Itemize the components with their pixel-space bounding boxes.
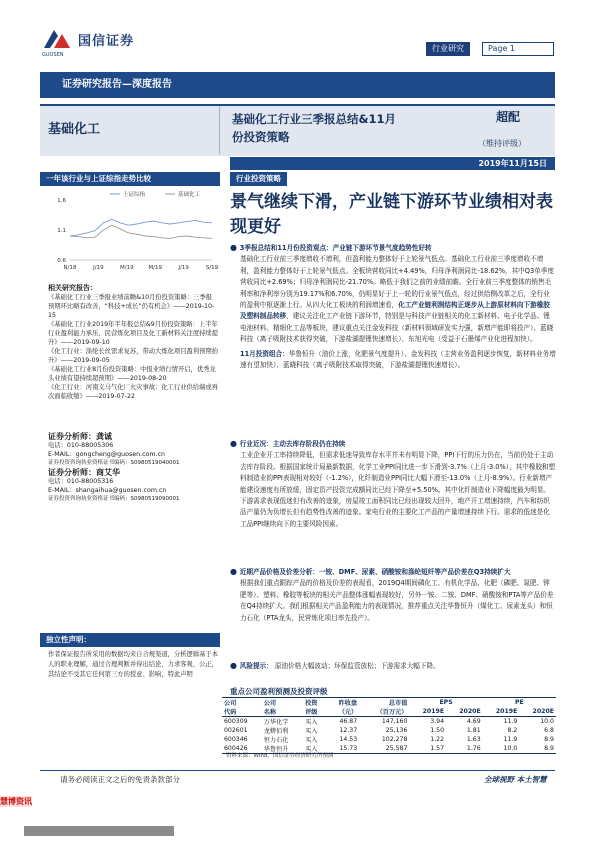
- table-cell: 1.63: [466, 736, 481, 743]
- risk-title: 风险提示：: [239, 662, 273, 670]
- table-cell: 8.9: [519, 744, 556, 754]
- table-source: 资料来源：Wind，国信证券经济研究所预测: [226, 753, 334, 759]
- table-row: [222, 735, 556, 744]
- redaction-blot: [24, 826, 174, 836]
- rating: 超配: [496, 110, 521, 124]
- table-cell: 1.57: [409, 744, 446, 754]
- analyst1-cert: 证券投资咨询执业资格证书编码：S0980519040001: [48, 460, 180, 466]
- page-label: Page 1: [482, 42, 554, 56]
- section3-text: 根据我们重点跟踪产品的价格及价差的表现看，2019Q4期间磷化工、有机化学品、化肥（磷肥、氮肥、钾肥等）、塑料、橡胶等板块的相关产品整体涨幅表现较好，另外一铵、二铵、DMF、硝酸铵和PTA等产品价差在Q4持续扩大。我们根据相关产品盈利能力的表现情况，推荐重点关注华鲁恒升（煤化工、尿素龙头）和恒力石化（PTA龙头，民营炼化项目率先投产）。: [240, 579, 554, 622]
- col-head: 公司: [222, 698, 262, 708]
- table-cell: 6.8: [544, 727, 554, 734]
- y-tick-label: 1.6: [57, 198, 66, 204]
- related-item[interactable]: 《基础化工行业三季报业绩前瞻&10月份投资策略：三季报预期环比略有改善，“科技+成长”仍有机会》——2019-10-15: [48, 294, 215, 319]
- report-date: 2019年11月15日: [230, 157, 555, 170]
- col-head-pe: PE: [483, 698, 556, 708]
- table-cell: 25,587: [359, 744, 409, 754]
- analyst1-email[interactable]: E-MAIL：gongcheng@guosen.com.cn: [48, 451, 165, 458]
- watermark-overlay: 慧博资讯: [0, 797, 32, 806]
- section1-emphasis: 化工产业链利润结构正逐步从上游原材料向下游橡胶及塑料制品转移: [240, 301, 550, 321]
- report-title-line1: 基础化工行业三季报总结&11月: [232, 112, 397, 126]
- bullet-icon: ●: [230, 439, 240, 448]
- table-cell: 10.0: [540, 718, 554, 725]
- col-head: 总市值: [359, 698, 409, 708]
- table-cell: 10.0: [483, 744, 520, 754]
- footer-disclaimer: 请务必阅读正文之后的免责条款部分: [60, 775, 180, 784]
- analyst2-name: 证券分析师：商艾华: [48, 468, 120, 477]
- bullet-icon: ●: [230, 661, 240, 670]
- chart-header: 一年该行业与上证综指走势比较: [40, 172, 220, 186]
- portfolio: [230, 349, 556, 372]
- table-cell: 华鲁恒升: [262, 744, 303, 754]
- table-row: [222, 717, 556, 727]
- table-row: [222, 726, 556, 735]
- table-cell: 15.73: [327, 744, 359, 754]
- section-prices: [230, 566, 556, 624]
- y-tick-label: 1.1: [57, 228, 66, 234]
- table-cell: 1.76: [446, 744, 483, 754]
- col-head: 2020E: [446, 707, 483, 717]
- table-subheader-row: [222, 707, 556, 717]
- section1-text-cont: ，建议关注化工产业链下游环节，特别是与科技产业链相关的化工新材料、电子化学品、锂电池材料、精细化工品等板块，建议重点关注金发科技（新材料领域研发实力强，新增产能即将投产）、蓝晓科技（离子吸附技术获得突破，下游盐湖提锂快速增长）、东旭光电（受益于石墨烯产业化进程加快）。: [240, 312, 554, 344]
- section1-text: 基础化工行业前三季度增收不增利，但盈利能力整体好于上轮景气低点。基础化工行业前三季度增收不增利，盈利能力整体好于上轮景气低点。全板块营收同比+4.49%，归母净利润同比-18.62%，其中Q3单季度营收同比+2.69%；归母净利润同比-21.70%。略低于我们之前的业绩前瞻。全行业前三季度整体的销售毛利率和净利率分别为19.17%和6.70%，仍明显好于上一轮的行业景气低点，经过供给侧改革之后，全行业的盈利中枢逐渐上行。从四大化工板块的利润增速看，: [240, 255, 554, 310]
- footer-slogan: 全球视野 本土智慧: [484, 775, 547, 784]
- table-cell: 1.50: [430, 727, 445, 734]
- table-cell: 1.22: [430, 736, 445, 743]
- table-cell: 买入: [305, 737, 318, 744]
- related-item[interactable]: 《化工行业：河南义马气化厂火灾事故：化工行业供给端或再次面临收缩》——2019-07-22: [48, 384, 219, 400]
- section-summary: [230, 242, 556, 371]
- section-recent: [230, 438, 556, 530]
- table-cell: 买入: [303, 744, 327, 754]
- analyst1-name: 证券分析师：龚诚: [48, 432, 112, 441]
- logo-text: 国信证券: [78, 34, 135, 49]
- col-head: 2020E: [519, 707, 556, 717]
- table-header-row: [222, 698, 556, 708]
- table-cell: 万华化学: [263, 719, 289, 726]
- table-cell: 8.9: [544, 736, 554, 743]
- table-cell: 12.37: [339, 727, 358, 734]
- x-tick-label: M/19: [119, 265, 134, 271]
- x-tick-label: N/18: [63, 265, 77, 271]
- col-head-eps: EPS: [409, 698, 482, 708]
- table-cell: 4.69: [466, 718, 481, 725]
- analyst2-cert: 证券投资咨询执业资格证书编码：S0980519090001: [48, 496, 180, 502]
- col-head: 2019E: [483, 707, 520, 717]
- related-item[interactable]: 《基础化工行业2019年半年报总结&9月份投资策略：上半年行业盈利能力承压，民营炼化项目及化工新材料关注度持续提升》——2019-09-10: [48, 321, 219, 346]
- table-cell: 龙蟒佰利: [263, 728, 289, 735]
- report-type-band: 证券研究报告—深度报告: [40, 72, 555, 98]
- section2-text: 工业企业开工率持续降低，但需求低迷导致库存水平并未有明显下降，PPI下行的压力仍在，当前仍处于主动去库存阶段。根据国家统计局最新数据，化学工业PPI同比进一步下滑到-3.7%（上月-3.0%），其中橡胶和塑料制造业的PPI表现相对较好（-1.2%），化纤制造业PPI同比大幅下滑至-13.0%（上月-8.9%）。行业新增产能建设速度有所放缓，固定资产投资完成额同比已经下降至+5.50%。其中化纤制造业下降幅度最为明显。下游需求表现低迷但有改善的迹象，房屋竣工面积同比已经出现较大回升，地产开工增速持续，汽车和纺织品产量仍为负增长但有趋势性改善的迹象。家电行业的主要化工产品的产量增速持续下行。需求的低迷是化工品PPI继续向下的主要风险因素。: [240, 451, 556, 528]
- strategy-tag: 行业投资策略: [230, 172, 287, 186]
- table-cell: 002601: [224, 727, 248, 734]
- x-tick-label: J/19: [178, 265, 189, 271]
- analyst1-phone: 电话：010-88005306: [48, 442, 114, 449]
- bullet-icon: ●: [230, 567, 240, 576]
- industry-name: 基础化工: [40, 106, 220, 154]
- col-head: 昨收盘: [327, 698, 359, 708]
- series-line-0: [70, 219, 212, 236]
- risk-text: 原油价格大幅波动；环保监管放松；下游需求大幅下降。: [274, 662, 440, 670]
- x-tick-label: M/19: [148, 265, 163, 271]
- table-cell: 买入: [305, 728, 318, 735]
- headline: 景气继续下滑，产业链下游环节业绩相对表现更好: [230, 192, 553, 237]
- table-cell: 102,278: [381, 736, 408, 743]
- table-cell: 46.87: [339, 718, 358, 725]
- legend-label: 上证综指: [123, 192, 146, 198]
- y-tick-label: 0.6: [57, 258, 66, 264]
- col-head: 2019E: [409, 707, 446, 717]
- portfolio-title: 11月投资组合：: [240, 349, 289, 358]
- related-reports: [48, 284, 218, 401]
- related-title: 相关研究报告：: [48, 284, 97, 292]
- table-cell: 8.2: [507, 727, 518, 734]
- section3-title: 近期产品价格及价差分析：一铵、DMF、尿素、硝酸铵和涤纶短纤等产品价差在Q3持续扩大: [239, 568, 511, 576]
- section-badge: 行业研究: [426, 42, 470, 56]
- report-title-line2: 份投资策略: [232, 130, 290, 144]
- table-cell: 147,160: [381, 718, 408, 725]
- table-cell: 3.94: [430, 718, 445, 725]
- related-item[interactable]: 《基础化工行业8月份投资策略：中报业绩行情开启，优秀龙头业绩有望持续超预期》——2019-08-20: [48, 366, 216, 382]
- section-risk: [230, 660, 556, 672]
- table-cell: 14.53: [339, 736, 358, 743]
- table-cell: 11.9: [503, 718, 518, 725]
- legend-label: 基础化工: [178, 192, 201, 198]
- trend-chart: [40, 186, 220, 280]
- analyst2-email[interactable]: E-MAIL：shangaihua@guosen.com.cn: [48, 487, 167, 494]
- table-cell: 600346: [224, 736, 248, 743]
- col-head: 公司: [262, 698, 303, 708]
- independence-header: 独立性声明：: [40, 633, 220, 647]
- col-head: 代码: [222, 707, 262, 717]
- table-cell: 买入: [305, 719, 318, 726]
- col-head: 投资: [303, 698, 327, 708]
- section2-title: 行业近况：主动去库存阶段仍在持续: [239, 440, 346, 448]
- table-title: 重点公司盈利预测及投资评级: [230, 687, 328, 696]
- analyst-block: [48, 432, 218, 504]
- portfolio-text: 华鲁恒升（油价上涨，化肥景气度提升）、金发科技（主营业务盈利逐步恢复，新材料业务增速有望加快）、蓝晓科技（离子吸附技术取得突破，下游盐湖提锂快速增长）。: [240, 349, 556, 370]
- logo-subtext: GUOSEN: [42, 52, 64, 58]
- rating-sub: （维持评级）: [478, 139, 526, 148]
- analyst2-phone: 电话：010-88005316: [48, 478, 114, 485]
- section1-title: 3季报总结和11月份投资观点：产业链下游环节景气度趋势性好转: [239, 244, 432, 252]
- table-cell: 25,136: [385, 727, 408, 734]
- bullet-icon: ●: [230, 243, 240, 252]
- logo: [40, 26, 160, 58]
- table-cell: 11.9: [503, 736, 518, 743]
- report-title: [232, 110, 452, 146]
- col-head: 评级: [303, 707, 327, 717]
- col-head: （百万元）: [359, 707, 409, 717]
- logo-mark-icon: [40, 26, 74, 54]
- table-cell: 600426: [222, 744, 262, 754]
- table-cell: 1.81: [466, 727, 481, 734]
- table-cell: 600309: [224, 718, 248, 725]
- table-cell: 恒力石化: [263, 737, 289, 744]
- forecast-table: [222, 697, 556, 754]
- col-head: 名称: [262, 707, 303, 717]
- independence-text: 作者保证报告所采用的数据均来自合规渠道，分析逻辑基于本人的职业理解，通过合理判断并得出结论，力求客观、公正，其结论不受其它任何第三方的授意、影响，特此声明: [48, 651, 219, 678]
- col-head: （元）: [327, 707, 359, 717]
- related-item[interactable]: 《化工行业：涤纶长丝需求复苏，带动大炼化项目盈利预期抬升》——2019-09-05: [48, 348, 219, 364]
- x-tick-label: S/19: [205, 265, 219, 271]
- section1-body: [230, 254, 556, 345]
- x-tick-label: J/19: [93, 265, 104, 271]
